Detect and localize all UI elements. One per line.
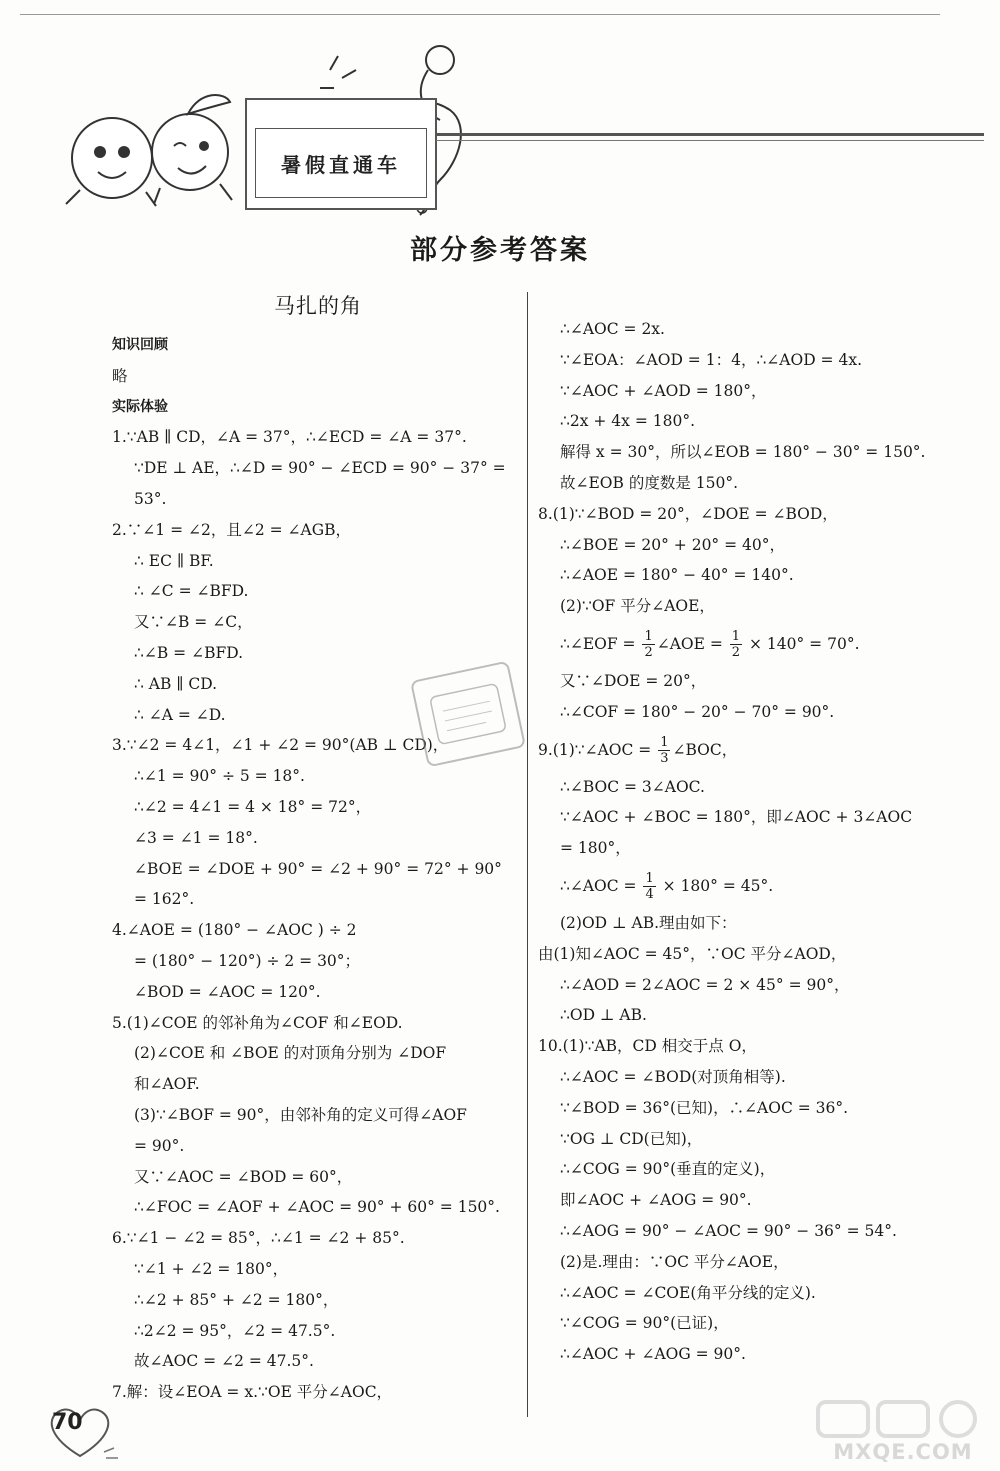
fraction: $\frac{1}{2}$ (644, 629, 653, 661)
answer-line: ∴2∠2 = 95°，∠2 = 47.5°. (134, 1321, 336, 1340)
answer-line: 4.∠AOE = (180° − ∠AOC ) ÷ 2 (112, 921, 357, 940)
fraction: $\frac{1}{2}$ (731, 629, 741, 661)
answer-line: ∴∠AOC = 2x. (560, 320, 665, 338)
answer-line: ∴∠AOG = 90° − ∠AOC = 90° − 36° = 54°. (560, 1221, 897, 1240)
fraction-line: ∴∠AOC = $\frac{1}{4}$ × 180° = 45°. (560, 871, 774, 903)
subheading-knowledge: 知识回顾 (112, 337, 168, 353)
fraction: $\frac{1}{4}$ (645, 871, 654, 903)
answer-line: 即∠AOC + ∠AOG = 90°. (560, 1191, 752, 1210)
answer-line: ∴∠AOE = 180° − 40° = 140°. (560, 566, 794, 585)
answer-line: 8.(1)∵∠BOD = 20°，∠DOE = ∠BOD， (538, 504, 838, 523)
answer-line: ∵∠AOC + ∠AOD = 180°， (560, 381, 767, 400)
answer-line: ∴∠BOE = 20° + 20° = 40°， (560, 535, 785, 554)
answer-line: ∴∠AOD = 2∠AOC = 2 × 45° = 90°， (560, 975, 850, 994)
answer-line: ∵∠AOC + ∠BOC = 180°，即∠AOC + 3∠AOC (560, 808, 913, 827)
answer-line: ∴∠BOC = 3∠AOC. (560, 777, 705, 796)
answer-line: ∴∠FOC = ∠AOF + ∠AOC = 90° + 60° = 150°. (134, 1198, 500, 1217)
answer-line: ∴∠1 = 90° ÷ 5 = 18°. (134, 767, 305, 786)
page-title: 部分参考答案 (410, 235, 590, 266)
banner-box (245, 98, 437, 210)
answer-line: ∴∠B = ∠BFD. (134, 643, 244, 662)
answer-line: 故∠EOB 的度数是 150°. (560, 473, 739, 492)
answer-line: ∴ ∠C = ∠BFD. (134, 582, 249, 601)
omitted-note: 略 (112, 366, 128, 385)
answer-line: ∠3 = ∠1 = 18°. (134, 828, 258, 847)
answer-line: 又∵∠AOC = ∠BOD = 60°， (134, 1167, 353, 1186)
answer-line: (2)∠COE 和 ∠BOE 的对顶角分别为 ∠DOF (134, 1044, 447, 1063)
answer-line: ∴OD ⊥ AB. (560, 1006, 647, 1025)
page-header (40, 30, 980, 200)
answer-line: 解得 x = 30°，所以∠EOB = 180° − 30° = 150°. (560, 443, 926, 462)
page-number: 70 (52, 1410, 83, 1435)
answer-line: ∵∠BOD = 36°(已知)，∴∠AOC = 36°. (560, 1098, 849, 1117)
answer-line: ∠BOE = ∠DOE + 90° = ∠2 + 90° = 72° + 90° (134, 859, 502, 878)
answer-line: 6.∵∠1 − ∠2 = 85°，∴∠1 = ∠2 + 85°. (112, 1229, 405, 1248)
answer-line: ∠BOD = ∠AOC = 120°. (134, 982, 321, 1001)
column-divider (527, 292, 528, 1417)
watermark-text: MXQE.COM (833, 1440, 973, 1464)
answer-line: 10.(1)∵AB，CD 相交于点 O， (538, 1037, 757, 1056)
answer-line: (3)∵∠BOF = 90°，由邻补角的定义可得∠AOF (134, 1105, 467, 1124)
right-column (538, 314, 958, 1370)
answer-line: ∵∠EOA：∠AOD = 1：4，∴∠AOD = 4x. (560, 350, 862, 369)
fraction-line: ∴∠EOF = $\frac{1}{2}$ ∠AOE = $\frac{1}{2}$ × 140° = 70°. (560, 629, 860, 661)
answer-line: (2)∵OF 平分∠AOE， (560, 597, 715, 616)
fraction: $\frac{1}{3}$ (660, 735, 669, 767)
answer-line: ∴∠COF = 180° − 20° − 70° = 90°. (560, 702, 835, 721)
answer-line: ∴ AB ∥ CD. (134, 674, 218, 693)
header-rule-thin (436, 140, 984, 141)
answer-line: 又∵∠DOE = 20°， (560, 671, 707, 690)
answer-line: ∴∠COG = 90°(垂直的定义)， (560, 1160, 776, 1179)
answer-line: 故∠AOC = ∠2 = 47.5°. (134, 1352, 314, 1371)
answer-line: 5.(1)∠COE 的邻补角为∠COF 和∠EOD. (112, 1013, 403, 1032)
answer-line: = 162°. (134, 890, 195, 909)
answer-line: ∵∠1 + ∠2 = 180°， (134, 1259, 289, 1278)
answer-line: = (180° − 120°) ÷ 2 = 30°； (134, 951, 361, 970)
answer-line: 53°. (134, 489, 167, 508)
answer-line: 和∠AOF. (134, 1075, 200, 1094)
answer-line: ∴∠2 + 85° + ∠2 = 180°， (134, 1290, 339, 1309)
header-rule (436, 133, 984, 136)
banner-text: 暑假直通车 (281, 152, 401, 177)
answer-line: ∴∠AOC + ∠AOG = 90°. (560, 1345, 746, 1364)
answer-line: 7.解：设∠EOA = x.∵OE 平分∠AOC， (112, 1383, 393, 1402)
answer-line: ∴∠2 = 4∠1 = 4 × 18° = 72°， (134, 797, 372, 816)
left-column (112, 286, 524, 1408)
answer-line: (2)是.理由：∵OC 平分∠AOE， (560, 1252, 789, 1271)
answer-line: 1.∵AB ∥ CD，∠A = 37°，∴∠ECD = ∠A = 37°. (112, 428, 467, 447)
answer-line: ∴∠AOC = ∠COE(角平分线的定义). (560, 1283, 816, 1302)
answer-line: ∴∠AOC = ∠BOD(对顶角相等). (560, 1067, 786, 1086)
top-rule (20, 14, 940, 15)
answer-line: ∵DE ⊥ AE，∴∠D = 90° − ∠ECD = 90° − 37° = (134, 459, 506, 478)
answer-line: ∵OG ⊥ CD(已知)， (560, 1129, 703, 1148)
answer-line: ∴ EC ∥ BF. (134, 551, 214, 570)
answer-line: (2)OD ⊥ AB.理由如下： (560, 913, 737, 932)
fraction-line: 9.(1)∵∠AOC = $\frac{1}{3}$ ∠BOC， (538, 735, 738, 767)
answer-line: ∵∠COG = 90°(已证)， (560, 1314, 729, 1333)
answer-line: 2.∵∠1 = ∠2，且∠2 = ∠AGB， (112, 520, 351, 539)
subheading-practice: 实际体验 (112, 398, 168, 415)
answer-line: ∴ ∠A = ∠D. (134, 705, 226, 724)
answer-line: = 90°. (134, 1136, 185, 1155)
answer-line: 3.∵∠2 = 4∠1，∠1 + ∠2 = 90°(AB ⊥ CD)， (112, 736, 449, 755)
answer-line: = 180°， (560, 839, 631, 858)
section-title: 马扎的角 (274, 294, 362, 318)
fruit-mascot-icon (50, 80, 250, 210)
answer-line: 又∵∠B = ∠C， (134, 613, 253, 632)
answer-line: 由(1)知∠AOC = 45°，∵OC 平分∠AOD， (538, 944, 847, 963)
answer-line: ∴2x + 4x = 180°. (560, 412, 696, 431)
